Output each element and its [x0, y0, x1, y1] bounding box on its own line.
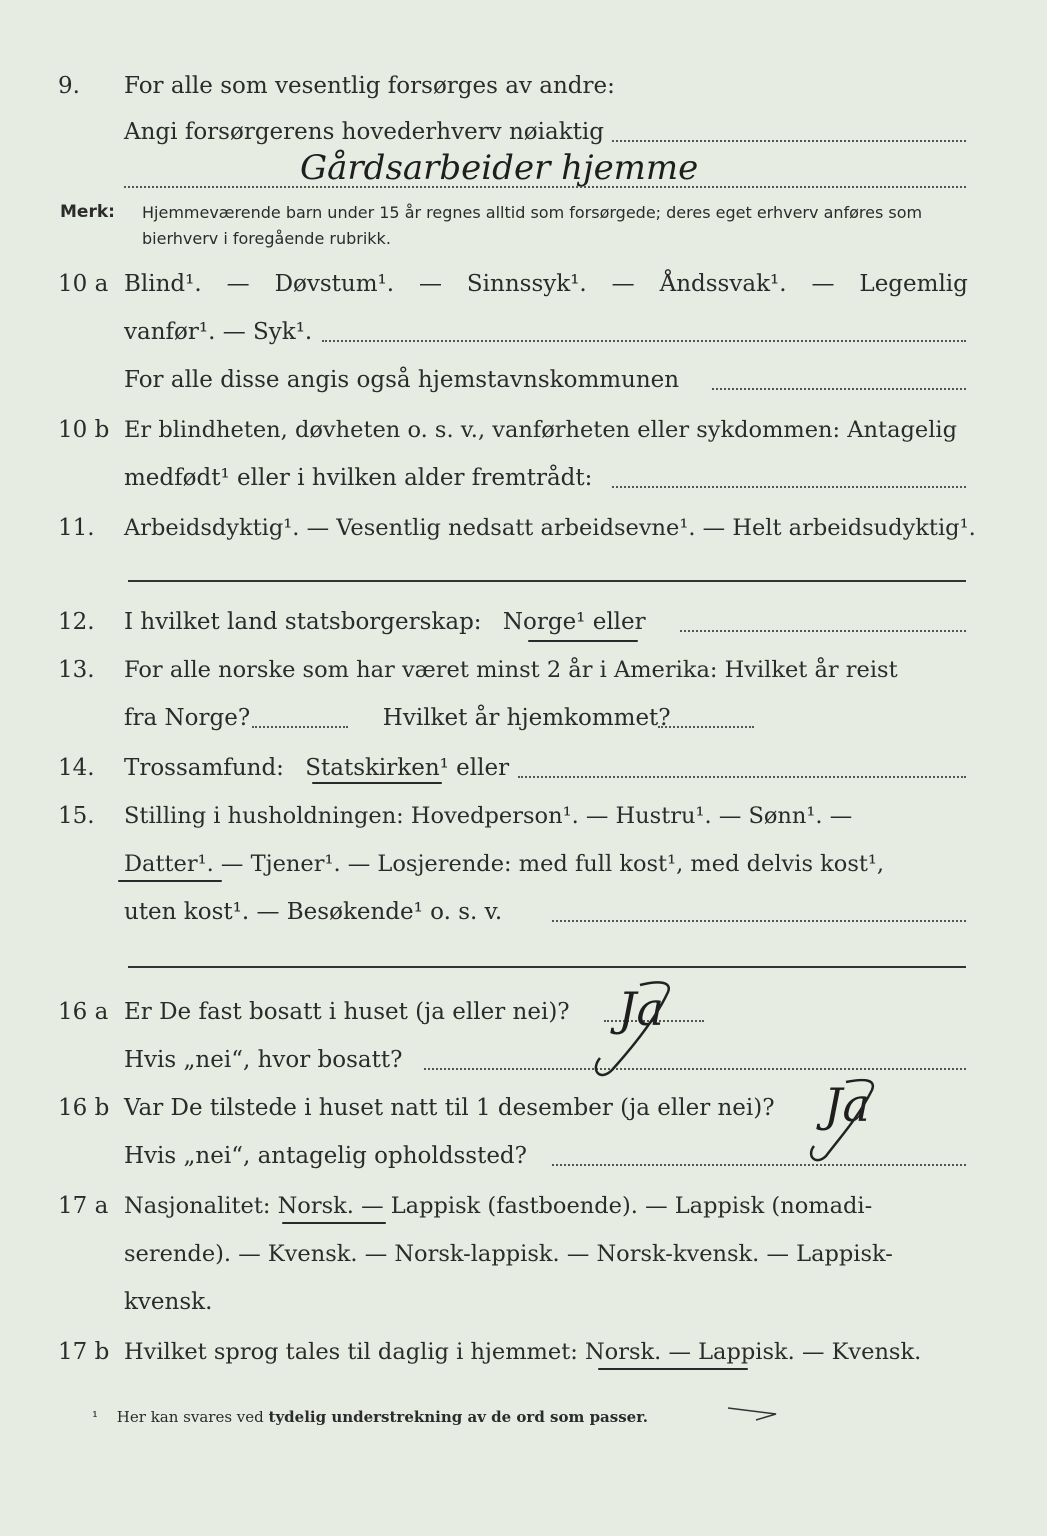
section-divider: [128, 580, 966, 582]
question-text: serende). — Kvensk. — Norsk-lappisk. — Norsk-kvensk. — Lappisk-: [124, 1241, 893, 1267]
option-dovstum: Døvstum¹.: [274, 271, 395, 297]
question-text: vanfør¹. — Syk¹.: [124, 319, 313, 345]
question-number: 16 b: [58, 1095, 110, 1121]
option-norge: Norge¹ eller: [502, 609, 646, 635]
handwritten-underline-norsk-sprog: [598, 1368, 748, 1370]
footnote-mark: ¹: [92, 1408, 99, 1426]
answer-line[interactable]: [322, 340, 966, 342]
option-sinnssyk: Sinnssyk¹.: [466, 271, 587, 297]
answer-line[interactable]: [712, 388, 966, 390]
question-text: Angi forsørgerens hovederhverv nøiaktig: [124, 119, 604, 145]
question-11: [0, 512, 1047, 552]
question-15-line-2: [0, 848, 1047, 888]
handwritten-underline-statskirken: [312, 782, 442, 784]
question-16a: [0, 996, 1047, 1036]
handwritten-answer: Ja: [824, 1078, 870, 1132]
question-number: 13.: [58, 657, 95, 683]
question-10a-line-3: [0, 364, 1047, 404]
question-text: Hvis „nei“, hvor bosatt?: [124, 1047, 403, 1073]
question-text: For alle norske som har været minst 2 år i Amerika: Hvilket år reist: [124, 657, 898, 683]
option-statskirken: Statskirken¹ eller: [305, 755, 510, 781]
separator: —: [611, 271, 635, 297]
separator: —: [226, 271, 250, 297]
note-label: Merk:: [60, 202, 115, 222]
answer-line[interactable]: [612, 140, 966, 142]
question-number: 17 a: [58, 1193, 109, 1219]
footnote-text: Her kan svares ved: [116, 1408, 264, 1426]
question-label: fra Norge?: [124, 705, 251, 731]
question-text: Hvis „nei“, antagelig opholdssted?: [124, 1143, 527, 1169]
note-text: Hjemmeværende barn under 15 år regnes alltid som forsørgede; deres eget erhverv anføres som bierhverv i foregående rubrikk.: [142, 203, 923, 248]
question-text: Arbeidsdyktig¹. — Vesentlig nedsatt arbeidsevne¹. — Helt arbeidsudyktig¹.: [124, 515, 976, 541]
separator: —: [811, 271, 835, 297]
question-14: [0, 752, 1047, 792]
question-17a-line-2: [0, 1238, 1047, 1278]
option-legemlig: Legemlig: [859, 271, 968, 297]
question-10a: [0, 268, 1047, 308]
question-12: [0, 606, 1047, 646]
question-text: Var De tilstede i huset natt til 1 desember (ja eller nei)?: [124, 1095, 775, 1121]
answer-line[interactable]: [124, 186, 966, 188]
answer-line[interactable]: [552, 1164, 966, 1166]
question-16a-line-2: [0, 1044, 1047, 1084]
answer-line[interactable]: [252, 726, 348, 728]
question-text: Er De fast bosatt i huset (ja eller nei)?: [124, 999, 570, 1025]
answer-line[interactable]: [612, 486, 966, 488]
question-text: Datter¹. — Tjener¹. — Losjerende: med full kost¹, med delvis kost¹,: [124, 851, 885, 877]
question-text: For alle disse angis også hjemstavnskommunen: [124, 367, 680, 393]
question-number: 11.: [58, 515, 95, 541]
handwritten-underline-norsk: [282, 1222, 386, 1224]
question-text: [124, 268, 968, 300]
question-15-line-3: [0, 896, 1047, 936]
question-text: [124, 702, 671, 734]
question-number: 12.: [58, 609, 95, 635]
question-text: Hvilket sprog tales til daglig i hjemmet: Norsk. — Lappisk. — Kvensk.: [124, 1339, 922, 1365]
question-label: Trossamfund:: [124, 755, 284, 781]
question-number: 9.: [58, 73, 80, 99]
answer-line[interactable]: [552, 920, 966, 922]
answer-line[interactable]: [518, 776, 966, 778]
section-divider: [128, 966, 966, 968]
question-text: For alle som vesentlig forsørges av andre:: [124, 73, 615, 99]
question-10a-line-2: [0, 316, 1047, 356]
question-number: 17 b: [58, 1339, 110, 1365]
question-text: Nasjonalitet: Norsk. — Lappisk (fastboende). — Lappisk (nomadi-: [124, 1193, 873, 1219]
question-15: [0, 800, 1047, 840]
question-text: [124, 752, 509, 784]
handwritten-underline-norge: [528, 640, 638, 642]
footnote: [92, 1406, 648, 1428]
question-16b-line-2: [0, 1140, 1047, 1180]
question-number: 10 a: [58, 271, 109, 297]
question-16b: [0, 1092, 1047, 1132]
question-text: Er blindheten, døvheten o. s. v., vanførheten eller sykdommen: Antagelig: [124, 417, 957, 443]
question-13: [0, 654, 1047, 694]
question-number: 15.: [58, 803, 95, 829]
option-blind: Blind¹.: [124, 271, 202, 297]
question-17a: [0, 1190, 1047, 1230]
question-text: kvensk.: [124, 1289, 213, 1315]
question-9: [0, 70, 1047, 110]
question-17a-line-3: [0, 1286, 1047, 1326]
question-number: 16 a: [58, 999, 109, 1025]
handwritten-answer: Gårdsarbeider hjemme: [300, 148, 699, 188]
answer-line[interactable]: [424, 1068, 966, 1070]
answer-line[interactable]: [680, 630, 966, 632]
question-10b: [0, 414, 1047, 454]
answer-line[interactable]: [658, 726, 754, 728]
separator: —: [418, 271, 442, 297]
question-label: Hvilket år hjemkommet?: [382, 705, 671, 731]
question-text: [124, 606, 646, 638]
question-text: uten kost¹. — Besøkende¹ o. s. v.: [124, 899, 503, 925]
question-13-line-2: [0, 702, 1047, 742]
question-text: Stilling i husholdningen: Hovedperson¹. — Hustru¹. — Sønn¹. —: [124, 803, 853, 829]
handwritten-answer: Ja: [618, 982, 664, 1036]
question-number: 14.: [58, 755, 95, 781]
handwritten-underline-datter: [118, 880, 222, 882]
option-andssvak: Åndssvak¹.: [659, 271, 787, 297]
footnote-emphasis: tydelig understrekning av de ord som passer.: [268, 1408, 648, 1426]
question-number: 10 b: [58, 417, 110, 443]
question-text: medfødt¹ eller i hvilken alder fremtrådt:: [124, 465, 593, 491]
question-label: I hvilket land statsborgerskap:: [124, 609, 482, 635]
question-10b-line-2: [0, 462, 1047, 502]
question-17b: [0, 1336, 1047, 1376]
